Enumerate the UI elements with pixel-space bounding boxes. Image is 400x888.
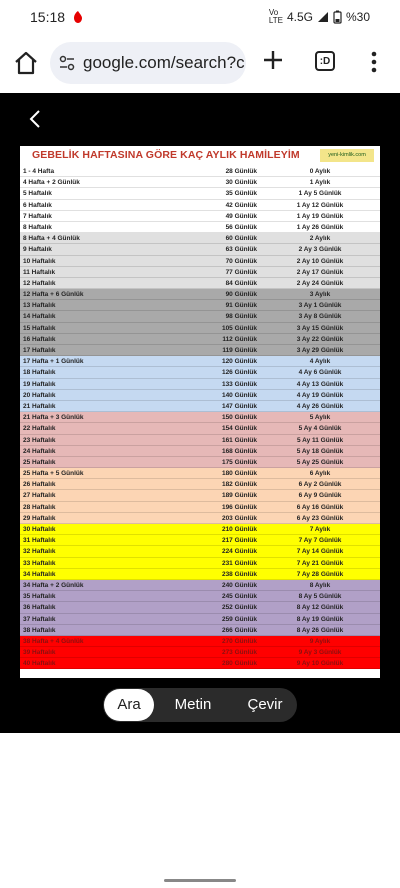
browser-toolbar xyxy=(0,34,400,92)
cell-months: 6 Ay 16 Günlük xyxy=(296,503,344,511)
cell-months: 6 Ay 23 Günlük xyxy=(296,514,344,522)
cell-days: 196 Günlük xyxy=(221,503,257,511)
pregnancy-table-image[interactable] xyxy=(20,146,380,678)
cell-months: 0 Aylık xyxy=(309,168,331,175)
table-row xyxy=(20,423,380,434)
table-row xyxy=(20,602,380,613)
lens-action-bar xyxy=(103,688,297,722)
table-row xyxy=(20,278,380,289)
cell-days: 28 Günlük xyxy=(225,168,257,175)
cell-week: 21 Hafta + 3 Günlük xyxy=(23,414,84,422)
url-bar[interactable] xyxy=(50,42,246,84)
status-time: 15:18 xyxy=(30,9,66,25)
table-row xyxy=(20,412,380,423)
cell-week: 24 Haftalık xyxy=(23,447,56,455)
cell-days: 112 Günlük xyxy=(222,335,257,343)
cell-months: 7 Ay 21 Günlük xyxy=(296,559,344,567)
cell-days: 168 Günlük xyxy=(221,447,257,455)
table-row xyxy=(20,166,380,177)
cell-week: 14 Haftalık xyxy=(23,313,56,321)
cell-week: 29 Haftalık xyxy=(23,514,56,522)
table-row xyxy=(20,401,380,412)
cell-months: 9 Ay 3 Günlük xyxy=(298,649,342,657)
cell-months: 8 Ay 19 Günlük xyxy=(296,615,344,623)
tab-switcher-button[interactable]: :D xyxy=(315,51,335,71)
cell-days: 84 Günlük xyxy=(225,279,257,287)
cell-months: 3 Ay 29 Günlük xyxy=(296,347,344,354)
table-row xyxy=(20,658,380,669)
cell-days: 150 Günlük xyxy=(221,414,257,422)
cell-days: 91 Günlük xyxy=(225,302,257,310)
cell-week: 38 Hafta + 4 Günlük xyxy=(23,637,84,645)
table-row xyxy=(20,323,380,334)
text-tab[interactable]: Metin xyxy=(174,696,212,713)
cell-week: 32 Haftalık xyxy=(23,548,56,556)
cell-week: 39 Haftalık xyxy=(23,649,56,657)
cell-week: 36 Haftalık xyxy=(23,604,56,612)
cell-days: 273 Günlük xyxy=(221,649,257,657)
table-title-bar xyxy=(20,146,380,165)
cell-week: 31 Haftalık xyxy=(23,537,56,545)
cell-week: 12 Haftalık xyxy=(23,279,56,287)
cell-months: 2 Ay 24 Günlük xyxy=(296,279,344,287)
cell-week: 25 Hafta + 5 Günlük xyxy=(23,470,84,478)
cell-months: 7 Ay 14 Günlük xyxy=(296,548,344,556)
table-row xyxy=(20,200,380,211)
cell-months: 7 Ay 7 Günlük xyxy=(298,537,342,545)
table-row xyxy=(20,647,380,658)
cell-week: 10 Haftalık xyxy=(23,257,56,265)
table-row xyxy=(20,188,380,199)
cell-days: 154 Günlük xyxy=(221,425,257,433)
cell-months: 7 Ay 28 Günlük xyxy=(296,570,344,578)
cell-months: 4 Ay 6 Günlük xyxy=(298,369,342,377)
cell-months: 6 Ay 2 Günlük xyxy=(298,481,342,489)
table-row xyxy=(20,367,380,378)
cell-week: 25 Haftalık xyxy=(23,458,56,466)
cell-days: 280 Günlük xyxy=(221,660,257,668)
url-text: google.com/search?c xyxy=(83,53,245,72)
cell-months: 5 Ay 25 Günlük xyxy=(296,458,344,466)
cell-week: 8 Hafta + 4 Günlük xyxy=(23,235,80,243)
cell-days: 120 Günlük xyxy=(221,358,257,366)
table-row xyxy=(20,233,380,244)
cell-months: 1 Ay 19 Günlük xyxy=(296,212,344,220)
cell-months: 5 Ay 4 Günlük xyxy=(298,425,342,433)
cell-days: 147 Günlük xyxy=(221,402,257,410)
cell-week: 17 Hafta + 1 Günlük xyxy=(23,358,84,366)
cell-days: 56 Günlük xyxy=(225,223,257,231)
cell-months: 1 Aylık xyxy=(309,179,331,187)
back-icon[interactable] xyxy=(26,109,44,129)
cell-week: 27 Haftalık xyxy=(23,492,56,500)
cell-months: 8 Aylık xyxy=(309,581,331,589)
cell-week: 13 Haftalık xyxy=(23,302,56,310)
cell-months: 7 Aylık xyxy=(309,526,331,533)
table-row xyxy=(20,334,380,345)
cell-week: 19 Haftalık xyxy=(23,380,56,388)
cell-days: 90 Günlük xyxy=(225,291,257,299)
cell-months: 6 Ay 9 Günlük xyxy=(298,492,342,500)
volte-icon: Vo LTE xyxy=(268,8,283,25)
table-row xyxy=(20,244,380,255)
cell-week: 15 Haftalık xyxy=(23,324,56,332)
cell-months: 2 Ay 17 Günlük xyxy=(296,268,344,276)
cell-week: 40 Haftalık xyxy=(23,660,56,668)
table-row xyxy=(20,446,380,457)
cell-week: 8 Haftalık xyxy=(23,223,52,231)
table-row xyxy=(20,177,380,188)
cell-days: 77 Günlük xyxy=(225,268,257,276)
cell-days: 140 Günlük xyxy=(221,391,257,399)
cell-week: 23 Haftalık xyxy=(23,436,56,444)
cell-days: 252 Günlük xyxy=(221,604,257,612)
cell-week: 21 Haftalık xyxy=(23,402,56,410)
table-row xyxy=(20,490,380,501)
cell-days: 35 Günlük xyxy=(225,190,257,198)
cell-days: 60 Günlük xyxy=(225,235,257,243)
cell-days: 224 Günlük xyxy=(221,548,257,556)
site-settings-icon[interactable] xyxy=(58,54,76,72)
table-row xyxy=(20,580,380,591)
cell-months: 6 Aylık xyxy=(309,470,331,478)
table-row xyxy=(20,345,380,356)
vodafone-icon xyxy=(73,10,83,24)
battery-icon xyxy=(333,10,342,24)
cell-days: 175 Günlük xyxy=(221,458,257,466)
cell-days: 217 Günlük xyxy=(221,537,257,545)
cell-week: 11 Haftalık xyxy=(23,268,56,276)
status-icons xyxy=(269,9,370,25)
table-row xyxy=(20,300,380,311)
cell-week: 16 Haftalık xyxy=(23,335,56,343)
table-rows xyxy=(20,166,380,669)
cell-months: 5 Ay 18 Günlük xyxy=(296,447,344,455)
cell-days: 231 Günlük xyxy=(221,559,257,567)
table-row xyxy=(20,390,380,401)
cell-week: 4 Hafta + 2 Günlük xyxy=(23,179,80,187)
table-row xyxy=(20,379,380,390)
cell-days: 189 Günlük xyxy=(221,492,257,500)
cell-months: 8 Ay 12 Günlük xyxy=(296,604,344,612)
status-bar xyxy=(0,0,400,34)
cell-week: 26 Haftalık xyxy=(23,481,56,489)
cell-week: 7 Haftalık xyxy=(23,212,52,220)
cell-week: 20 Haftalık xyxy=(23,391,56,399)
table-title: GEBELİK HAFTASINA GÖRE KAÇ AYLIK HAMİLEYİM xyxy=(32,149,300,161)
table-row xyxy=(20,625,380,636)
cell-months: 4 Ay 26 Günlük xyxy=(296,402,344,410)
cell-months: 3 Ay 8 Günlük xyxy=(298,313,342,321)
table-row xyxy=(20,569,380,580)
cell-week: 38 Haftalık xyxy=(23,626,56,634)
table-row xyxy=(20,457,380,468)
table-row xyxy=(20,356,380,367)
table-row xyxy=(20,256,380,267)
table-row xyxy=(20,289,380,300)
translate-tab[interactable]: Çevir xyxy=(247,696,283,713)
cell-days: 266 Günlük xyxy=(221,626,257,634)
cell-days: 105 Günlük xyxy=(221,324,257,332)
cell-week: 34 Haftalık xyxy=(23,570,56,578)
cell-months: 1 Ay 5 Günlük xyxy=(298,190,342,198)
cell-week: 28 Haftalık xyxy=(23,503,56,511)
cell-months: 8 Ay 26 Günlük xyxy=(296,626,344,634)
search-tab[interactable]: Ara xyxy=(104,689,154,721)
table-row xyxy=(20,636,380,647)
cell-months: 2 Aylık xyxy=(309,235,331,243)
cell-week: 5 Haftalık xyxy=(23,190,52,198)
table-row xyxy=(20,535,380,546)
cell-week: 35 Haftalık xyxy=(23,593,56,601)
cell-months: 1 Ay 26 Günlük xyxy=(296,223,344,231)
cell-days: 210 Günlük xyxy=(221,526,257,533)
cell-months: 5 Ay 11 Günlük xyxy=(296,436,344,444)
cell-days: 245 Günlük xyxy=(221,593,257,601)
more-menu-icon[interactable] xyxy=(370,50,378,74)
cell-days: 238 Günlük xyxy=(221,570,257,578)
cell-months: 4 Ay 13 Günlük xyxy=(296,380,344,388)
cell-week: 22 Haftalık xyxy=(23,425,56,433)
gesture-bar[interactable] xyxy=(164,879,236,882)
cell-months: 4 Aylık xyxy=(309,358,331,366)
table-row xyxy=(20,479,380,490)
table-row xyxy=(20,546,380,557)
cell-days: 70 Günlük xyxy=(225,257,257,265)
cell-week: 34 Hafta + 2 Günlük xyxy=(23,581,84,589)
table-row xyxy=(20,222,380,233)
cell-week: 12 Hafta + 6 Günlük xyxy=(23,291,84,299)
cell-days: 182 Günlük xyxy=(221,481,257,489)
cell-week: 30 Haftalık xyxy=(23,526,56,533)
cell-months: 8 Ay 5 Günlük xyxy=(298,593,342,601)
cell-days: 133 Günlük xyxy=(221,380,257,388)
cell-months: 9 Aylık xyxy=(309,637,331,645)
table-row xyxy=(20,513,380,524)
cell-months: 1 Ay 12 Günlük xyxy=(296,201,344,209)
table-row xyxy=(20,591,380,602)
cell-week: 17 Haftalık xyxy=(23,347,56,354)
network-label: 4.5G xyxy=(286,10,313,24)
cell-months: 3 Ay 15 Günlük xyxy=(296,324,344,332)
table-row xyxy=(20,558,380,569)
cell-week: 18 Haftalık xyxy=(23,369,56,377)
table-row xyxy=(20,211,380,222)
site-badge: yeni-kimlik.com xyxy=(320,149,374,162)
signal-icon xyxy=(317,11,329,23)
home-icon[interactable] xyxy=(13,50,39,76)
cell-week: 6 Haftalık xyxy=(23,201,52,209)
cell-days: 259 Günlük xyxy=(221,615,257,623)
table-row xyxy=(20,311,380,322)
cell-days: 126 Günlük xyxy=(221,369,257,377)
new-tab-icon[interactable] xyxy=(261,48,285,72)
table-row xyxy=(20,267,380,278)
cell-week: 33 Haftalık xyxy=(23,559,56,567)
table-row xyxy=(20,435,380,446)
table-row xyxy=(20,614,380,625)
cell-days: 161 Günlük xyxy=(221,436,257,444)
cell-months: 2 Ay 10 Günlük xyxy=(296,257,344,265)
cell-days: 203 Günlük xyxy=(221,514,257,522)
cell-days: 98 Günlük xyxy=(225,313,257,321)
cell-months: 4 Ay 19 Günlük xyxy=(296,391,344,399)
table-row xyxy=(20,502,380,513)
cell-months: 5 Aylık xyxy=(309,414,331,422)
cell-days: 63 Günlük xyxy=(225,246,257,254)
lens-viewer xyxy=(0,93,400,733)
table-row xyxy=(20,468,380,479)
cell-months: 3 Ay 22 Günlük xyxy=(296,335,344,343)
cell-months: 3 Aylık xyxy=(309,291,331,299)
cell-months: 2 Ay 3 Günlük xyxy=(298,246,342,254)
cell-days: 119 Günlük xyxy=(222,347,257,354)
cell-week: 37 Haftalık xyxy=(23,615,56,623)
cell-days: 180 Günlük xyxy=(221,470,257,478)
cell-days: 42 Günlük xyxy=(225,201,257,209)
cell-days: 270 Günlük xyxy=(221,637,257,645)
cell-days: 240 Günlük xyxy=(221,581,257,589)
table-row xyxy=(20,524,380,535)
battery-percent: %30 xyxy=(345,10,370,24)
cell-days: 30 Günlük xyxy=(225,179,257,187)
cell-months: 3 Ay 1 Günlük xyxy=(298,302,342,310)
cell-months: 9 Ay 10 Günlük xyxy=(296,660,344,668)
cell-week: 9 Haftalık xyxy=(23,246,52,254)
cell-days: 49 Günlük xyxy=(225,212,257,220)
cell-week: 1 - 4 Hafta xyxy=(23,168,55,175)
